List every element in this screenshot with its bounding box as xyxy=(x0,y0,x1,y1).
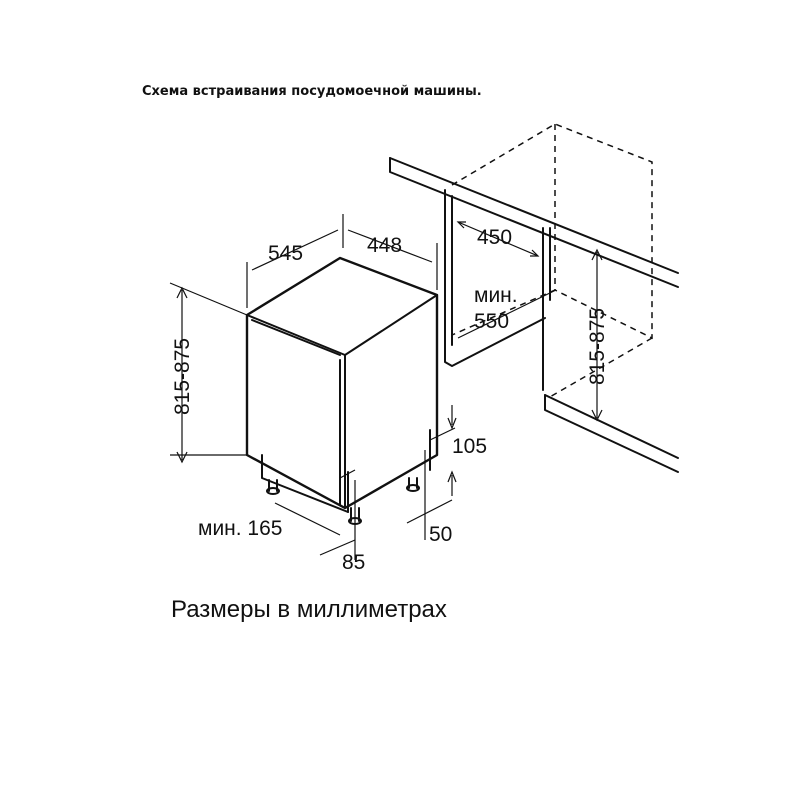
foot-front-right-leg xyxy=(409,478,417,488)
label-niche-width: 450 xyxy=(477,226,513,249)
label-width: 448 xyxy=(367,234,403,257)
countertop-front-edge xyxy=(390,158,678,287)
label-height-left: 815-875 xyxy=(171,337,194,415)
label-plinth-offset: 50 xyxy=(429,523,453,546)
label-niche-depth-line2: 550 xyxy=(474,310,510,333)
dishwasher-outline xyxy=(247,258,437,508)
floor-line-right-lower xyxy=(545,395,678,472)
label-depth: 545 xyxy=(268,242,304,265)
label-min-165: мин. 165 xyxy=(198,517,283,540)
dim-line-min-165 xyxy=(275,503,340,535)
label-plinth-height: 105 xyxy=(452,435,488,458)
dishwasher-drawing xyxy=(170,214,456,560)
units-caption: Размеры в миллиметрах xyxy=(171,596,447,623)
label-niche-height: 815-875 xyxy=(586,307,609,385)
dim-line-plinth-offset xyxy=(407,500,452,523)
label-niche-depth-line1: мин. xyxy=(474,284,518,307)
label-plinth-depth: 85 xyxy=(342,551,366,574)
floor-line-right xyxy=(545,395,678,458)
diagram-title: Схема встраивания посудомоечной машины. xyxy=(142,84,482,99)
left-cabinet-panel xyxy=(445,190,545,366)
